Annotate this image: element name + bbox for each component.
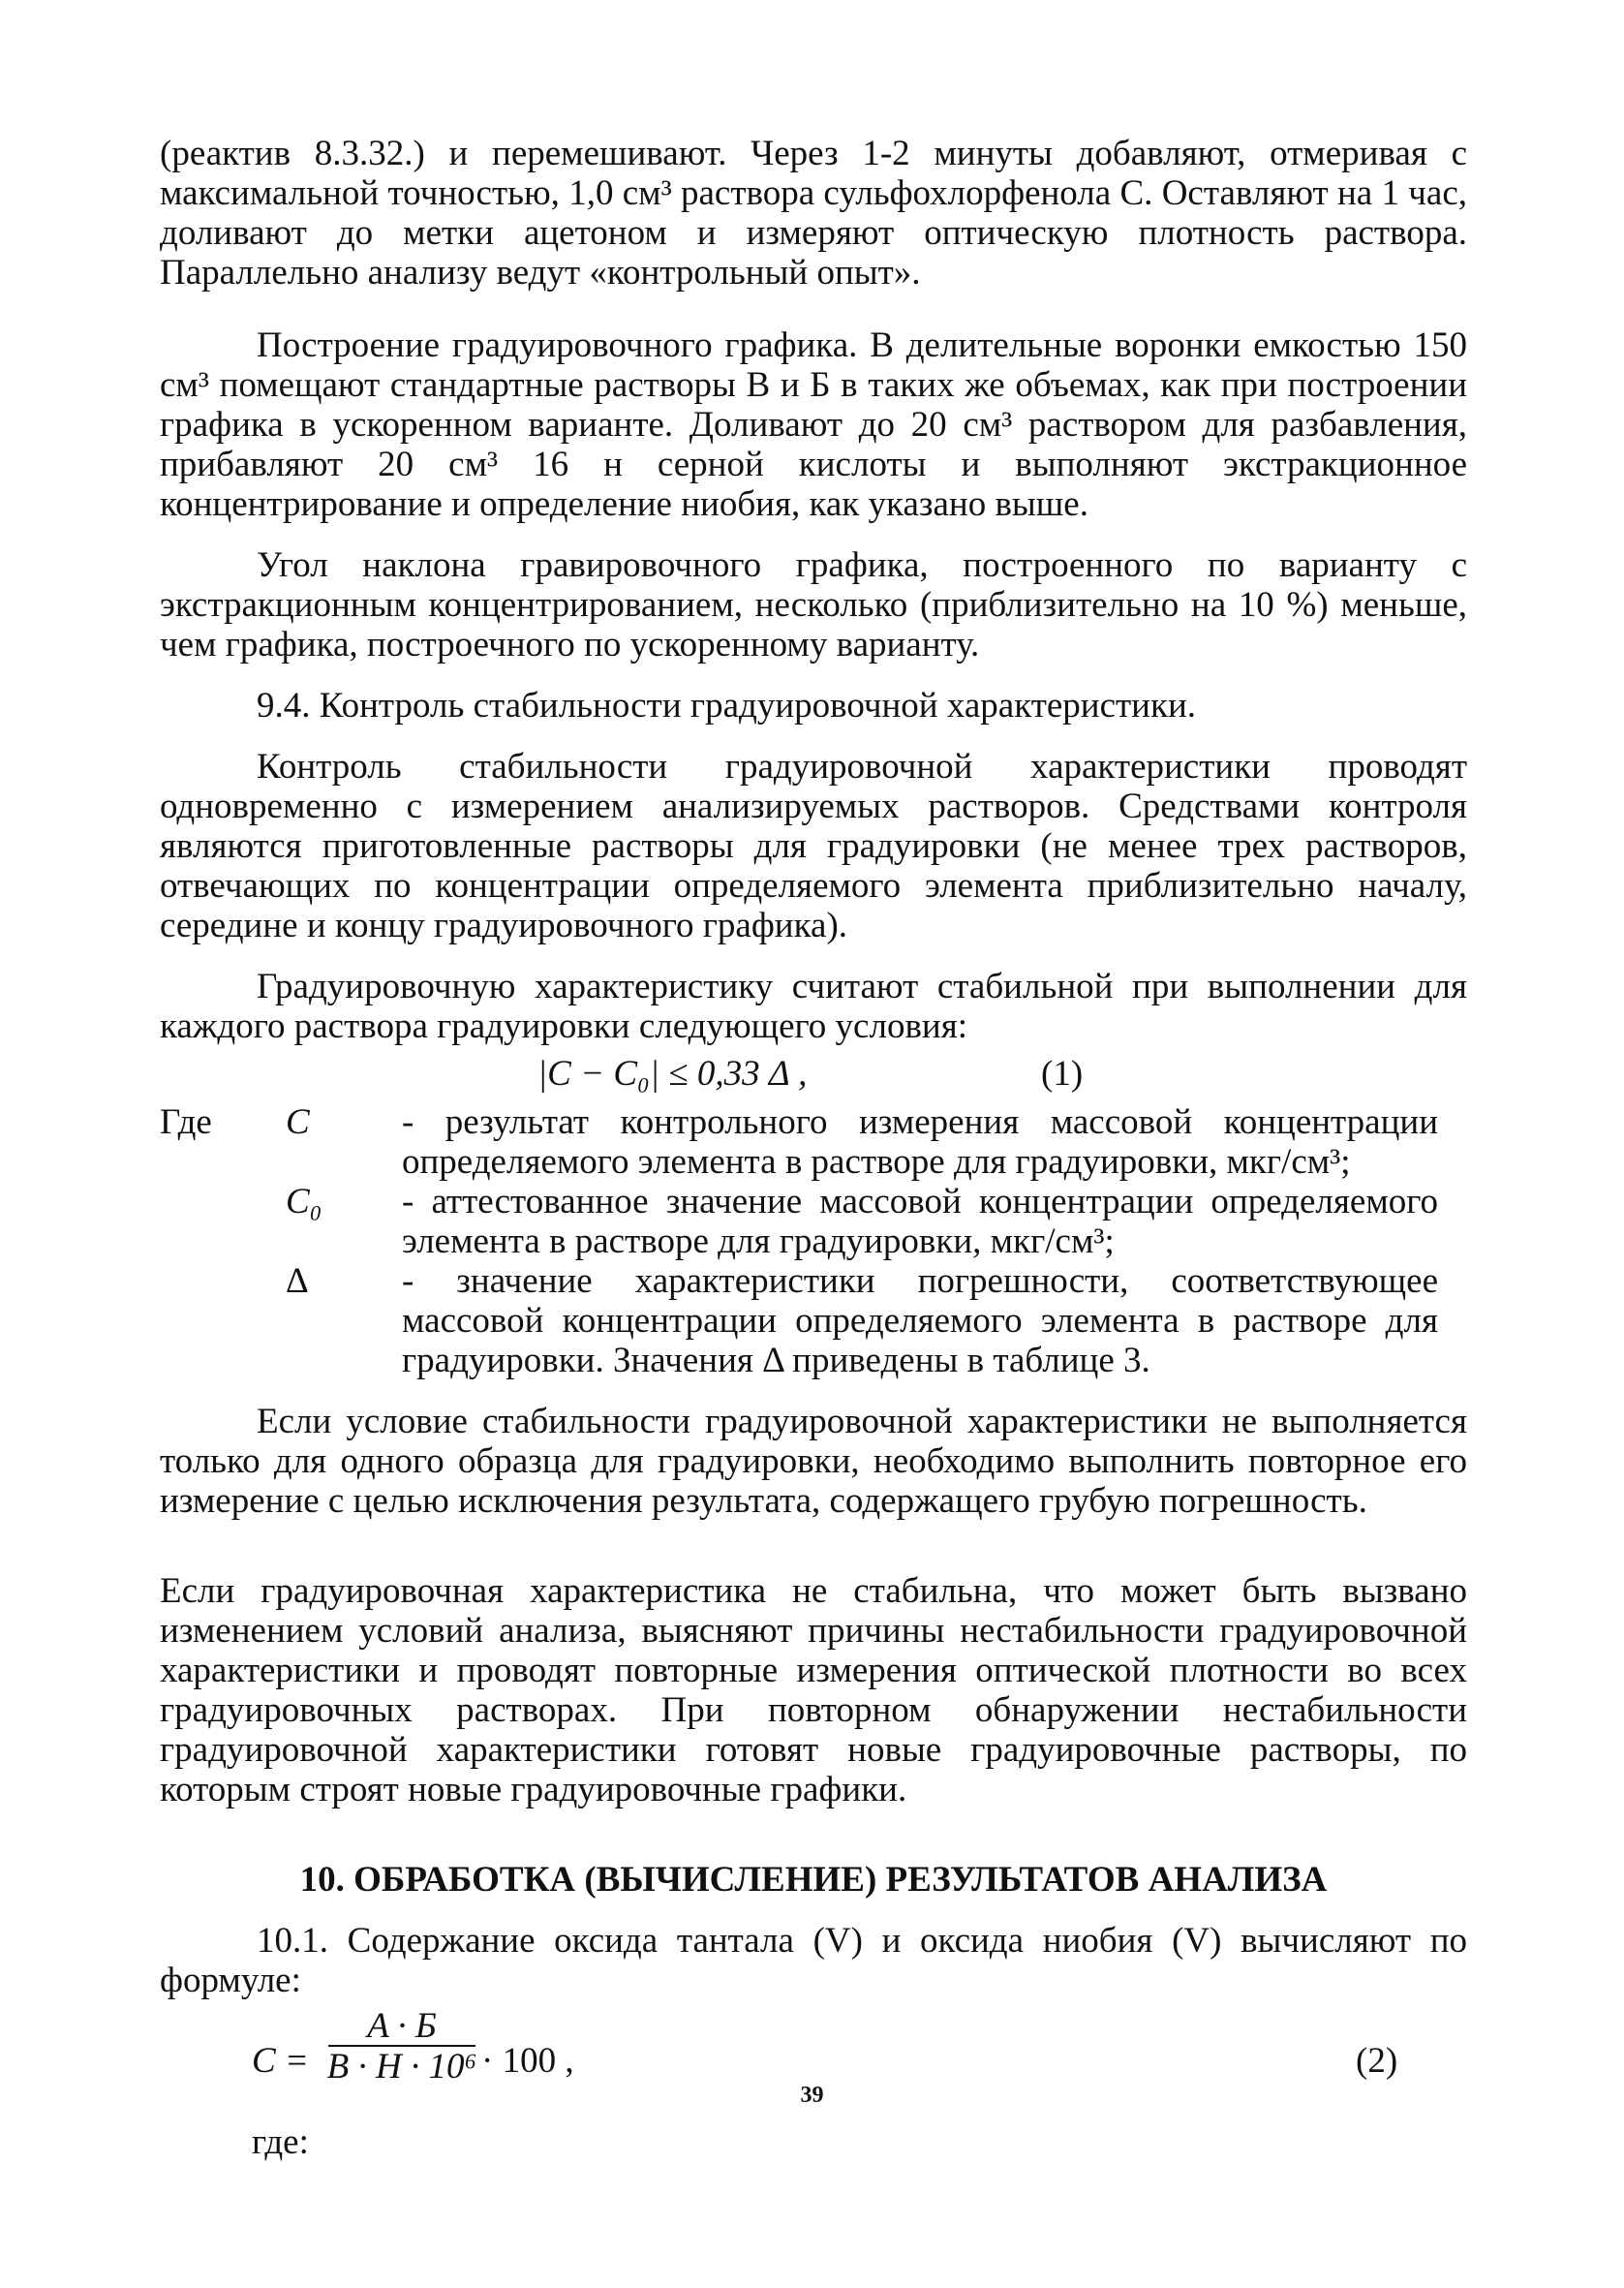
where-symbol: C (286, 1102, 310, 1142)
formula-2-number: (2) (1356, 2041, 1398, 2081)
formula-1-number: (1) (1041, 1054, 1084, 1094)
where-symbol: C₀ (286, 1182, 322, 1221)
page-number: 39 (800, 2083, 824, 2108)
paragraph-stability-condition: Градуировочную характеристику считают стабильной при выполнении для каждого раствора градуировки следующего условия: (160, 967, 1467, 1046)
paragraph-slope: Угол наклона гравировочного графика, построенного по варианту с экстракционным концентрированием, несколько (приблизительно на 10 %) меньше, чем графика, построечного по ускоренному варианту. (160, 545, 1467, 665)
where-description: - результат контрольного измерения массовой концентрации определяемого элемента в растворе для градуировки, мкг/см³; (402, 1102, 1438, 1182)
where-label-2: где: (252, 2122, 309, 2162)
formula-2-lhs: C = (252, 2041, 309, 2081)
where-row (160, 1102, 1467, 1182)
formula-2-multiplier: · 100 , (481, 2041, 574, 2081)
formula-1 (160, 1052, 1467, 1098)
paragraph-calibration-construction: Построение градуировочного графика. В делительные воронки емкостью 150 см³ помещают стандартные растворы В и Б в таких же объемах, как при построении графика в ускоренном варианте. Доливают до 20 см³ раствором для разбавления, прибавляют 20 см³ 16 н серной кислоты и выполняют экстракционное концентрирование и определение ниобия, как указано выше. (160, 325, 1467, 524)
where-row (160, 1182, 1467, 1261)
formula-2-fraction (324, 2006, 479, 2087)
paragraph-single-sample: Если условие стабильности градуировочной характеристики не выполняется только для одного образца для градуировки, необходимо выполнить повторное его измерение с целью исключения результата, содержащего грубую погрешность. (160, 1402, 1467, 1521)
formula-2-numerator: A · Б (367, 2006, 437, 2046)
section-heading-9-4: 9.4. Контроль стабильности градуировочной характеристики. (257, 686, 1197, 726)
where-description: - значение характеристики погрешности, соответствующее массовой концентрации определяемого элемента в растворе для градуировки. Значения Δ приведены в таблице 3. (402, 1261, 1438, 1380)
paragraph-stability-control: Контроль стабильности градуировочной характеристики проводят одновременно с измерением анализируемых растворов. Средствами контроля являются приготовленные растворы для градуировки (не менее трех растворов, отвечающих по концентрации определяемого элемента приблизительно началу, середине и концу градуировочного графика). (160, 747, 1467, 945)
section-heading-10: 10. ОБРАБОТКА (ВЫЧИСЛЕНИЕ) РЕЗУЛЬТАТОВ АНАЛИЗА (299, 1860, 1328, 1900)
where-row (160, 1261, 1467, 1380)
where-symbol: Δ (286, 1261, 309, 1301)
paragraph-10-1: 10.1. Содержание оксида тантала (V) и оксида ниобия (V) вычисляют по формуле: (160, 1921, 1467, 2000)
where-description: - аттестованное значение массовой концентрации определяемого элемента в растворе для градуировки, мкг/см³; (402, 1182, 1438, 1261)
paragraph-unstable: Если градуировочная характеристика не стабильна, что может быть вызвано изменением условий анализа, выясняют причины нестабильности градуировочной характеристики и проводят повторные измерения оптической плотности во всех градуировочных растворах. При повторном обнаружении нестабильности градуировочной характеристики готовят новые градуировочные растворы, по которым строят новые градуировочные графики. (160, 1571, 1467, 1809)
where-label: Где (160, 1102, 212, 1142)
formula-1-expression: |C − C₀| ≤ 0,33 Δ , (537, 1054, 808, 1094)
document-page (160, 134, 1467, 2162)
formula-2-denominator: B · H · 10⁶ (326, 2047, 477, 2087)
paragraph-reagent: (реактив 8.3.32.) и перемешивают. Через 1-2 минуты добавляют, отмеривая с максимальной точностью, 1,0 см³ раствора сульфохлорфенола С. Оставляют на 1 час, доливают до метки ацетоном и измеряют оптическую плотность раствора. Параллельно анализу ведут «контрольный опыт». (160, 134, 1467, 293)
where-list (160, 1102, 1467, 1380)
